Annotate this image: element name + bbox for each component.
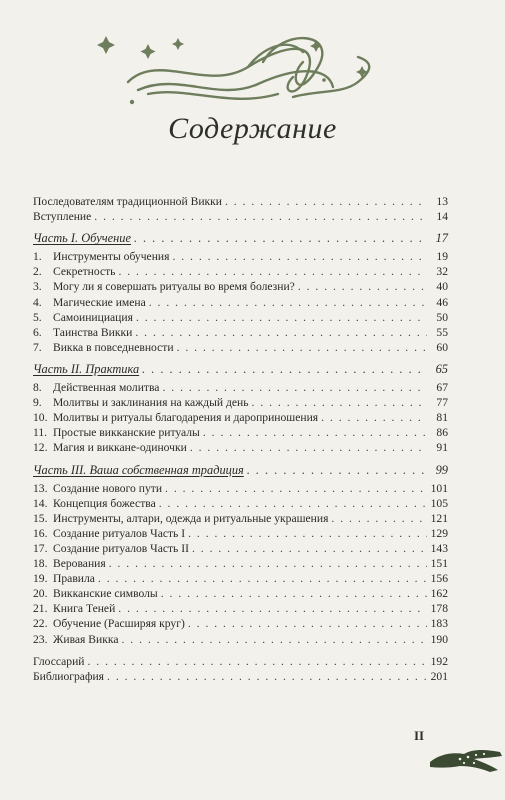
toc-entry [33,601,448,616]
toc-entry-label: Магия и виккане-одиночки [53,441,187,455]
dot-leader [88,654,428,669]
toc-entry-number: 13. [33,481,48,495]
page-title: Содержание [168,112,337,145]
toc-entry-label: Инструменты обучения [53,250,170,264]
toc-entry-label: Верования [53,557,106,571]
toc-entry-page: 81 [436,411,448,425]
toc-entry [33,395,448,410]
dot-leader [107,669,427,684]
toc-entry-number: 17. [33,541,48,555]
toc-entry-label: Действенная молитва [53,381,160,395]
toc-entry [33,295,448,310]
toc-entry [33,571,448,586]
toc-entry-label: Молитвы и заклинания на каждый день [53,396,249,410]
toc-entry-page: 65 [435,361,448,376]
dot-leader [134,231,427,246]
toc-entry-label: Викканские символы [53,587,158,601]
toc-entry-label: Концепция божества [53,496,156,510]
toc-entry-number: 19. [33,572,48,586]
toc-entry [33,669,448,684]
dot-leader [225,194,427,209]
toc-entry-page: 50 [436,310,448,324]
toc-entry-page: 178 [430,602,448,616]
dot-leader [149,295,427,310]
toc-entry [33,231,448,246]
toc-entry [33,264,448,279]
toc-entry-label: Создание ритуалов Часть II [53,541,189,555]
toc-entry-label: Создание ритуалов Часть I [53,526,186,540]
dot-leader [136,310,427,325]
dot-leader [142,362,427,377]
toc-entry [33,481,448,496]
toc-entry [33,632,448,647]
toc-entry-page: 99 [435,462,448,477]
toc-entry-page: 156 [430,572,448,586]
toc-entry-number: 2. [33,265,42,279]
toc-entry-label: Викка в повседневности [53,340,174,354]
toc-entry-page: 19 [436,250,448,264]
dot-leader [161,586,427,601]
toc-entry-number: 3. [33,280,42,294]
toc-entry [33,279,448,294]
toc-entry-number: 10. [33,411,48,425]
toc-entry-label: Глоссарий [33,654,85,668]
toc-entry-number: 5. [33,310,42,324]
dot-leader [331,511,427,526]
toc-entry-number: 4. [33,295,42,309]
toc-entry-page: 129 [430,526,448,540]
toc-entry-label: Создание нового пути [53,481,163,495]
toc-entry-number: 8. [33,381,42,395]
toc-entry [33,310,448,325]
dot-leader [188,526,427,541]
toc-entry-page: 67 [436,381,448,395]
toc-entry-number: 15. [33,511,48,525]
toc-entry-page: 162 [430,587,448,601]
toc-entry-page: 55 [436,325,448,339]
toc-entry-page: 201 [430,669,448,683]
toc-entry-label: Магические имена [53,295,146,309]
toc-entry-label: Могу ли я совершать ритуалы во время болезни? [53,280,295,294]
toc-entry-label: Вступление [33,210,92,224]
toc-entry [33,496,448,511]
toc-entry [33,425,448,440]
toc-entry-label: Часть III. Ваша собственная традиция [33,462,244,477]
toc-entry-label: Последователям традиционной Викки [33,195,222,208]
toc-entry-number: 21. [33,602,48,616]
dot-leader [121,632,427,647]
toc-entry-number: 22. [33,617,48,631]
toc-entry-label: Часть I. Обучение [33,231,132,246]
dot-leader [247,463,427,478]
toc-entry-number: 6. [33,325,42,339]
toc-entry-number: 7. [33,340,42,354]
toc-entry [33,340,448,355]
toc-entry-number: 9. [33,396,42,410]
toc-entry-page: 183 [430,617,448,631]
toc-entry [33,526,448,541]
toc-entry-page: 151 [430,557,448,571]
toc-entry-number: 14. [33,496,48,510]
dot-leader [94,209,427,224]
toc-entry-page: 86 [436,426,448,440]
toc-entry-label: Правила [53,572,95,586]
toc-entry-page: 77 [436,396,448,410]
toc-entry-label: Книга Теней [53,602,116,616]
toc-entry-page: 32 [436,265,448,279]
toc-entry [33,654,448,669]
toc-entry-number: 23. [33,632,48,646]
dot-leader [177,340,427,355]
toc-entry-label: Инструменты, алтари, одежда и ритуальные украшения [53,511,329,525]
toc-entry [33,463,448,478]
toc-entry [33,410,448,425]
toc-entry-label: Самоинициация [53,310,133,324]
dot-leader [165,481,427,496]
dot-leader [190,440,427,455]
toc-entry-page: 14 [436,210,448,224]
toc-entry [33,380,448,395]
toc-entry [33,325,448,340]
dot-leader [162,380,427,395]
toc-entry-number: 12. [33,441,48,455]
toc-entry-page: 192 [430,654,448,668]
toc-entry-label: Живая Викка [53,632,119,646]
toc-entry-label: Таинства Викки [53,325,133,339]
toc-entry [33,440,448,455]
toc-entry-page: 121 [430,511,448,525]
dot-leader [203,425,427,440]
toc-entry [33,249,448,264]
dot-leader [192,541,427,556]
toc-entry-page: 190 [430,632,448,646]
toc-entry [33,511,448,526]
toc-entry-label: Молитвы и ритуалы благодарения и дароприношения [53,411,319,425]
toc-entry [33,556,448,571]
dot-leader [321,410,427,425]
dot-leader [98,571,427,586]
toc-entry-label: Секретность [53,265,116,279]
table-of-contents [33,194,448,684]
toc-entry-page: 17 [435,231,448,246]
toc-entry-number: 20. [33,587,48,601]
toc-entry [33,194,448,209]
toc-entry-label: Библиография [33,669,105,683]
toc-entry-label: Обучение (Расширяя круг) [53,617,185,631]
toc-entry-label: Простые викканские ритуалы [53,426,200,440]
dot-leader [298,279,427,294]
toc-entry-number: 1. [33,250,42,264]
toc-entry-page: 143 [430,541,448,555]
toc-entry-number: 16. [33,526,48,540]
dot-leader [135,325,427,340]
dot-leader [118,601,427,616]
toc-entry-number: 18. [33,557,48,571]
toc-entry-page: 101 [430,481,448,495]
toc-entry-page: 60 [436,340,448,354]
hand-ornament-icon [430,742,505,772]
toc-entry-label: Часть II. Практика [33,361,140,376]
dot-leader [172,249,427,264]
toc-entry [33,362,448,377]
toc-entry-page: 91 [436,441,448,455]
toc-entry-page: 46 [436,295,448,309]
dot-leader [188,616,427,631]
page-folio: II [414,728,425,743]
toc-entry-page: 40 [436,280,448,294]
toc-entry [33,541,448,556]
toc-entry-page: 105 [430,496,448,510]
dot-leader [252,395,427,410]
dot-leader [159,496,427,511]
toc-entry [33,616,448,631]
toc-entry-number: 11. [33,426,48,440]
toc-entry-page: 13 [436,195,448,208]
toc-entry [33,586,448,601]
swirl-ornament-icon [88,22,388,114]
toc-entry [33,209,448,224]
dot-leader [109,556,427,571]
dot-leader [118,264,427,279]
